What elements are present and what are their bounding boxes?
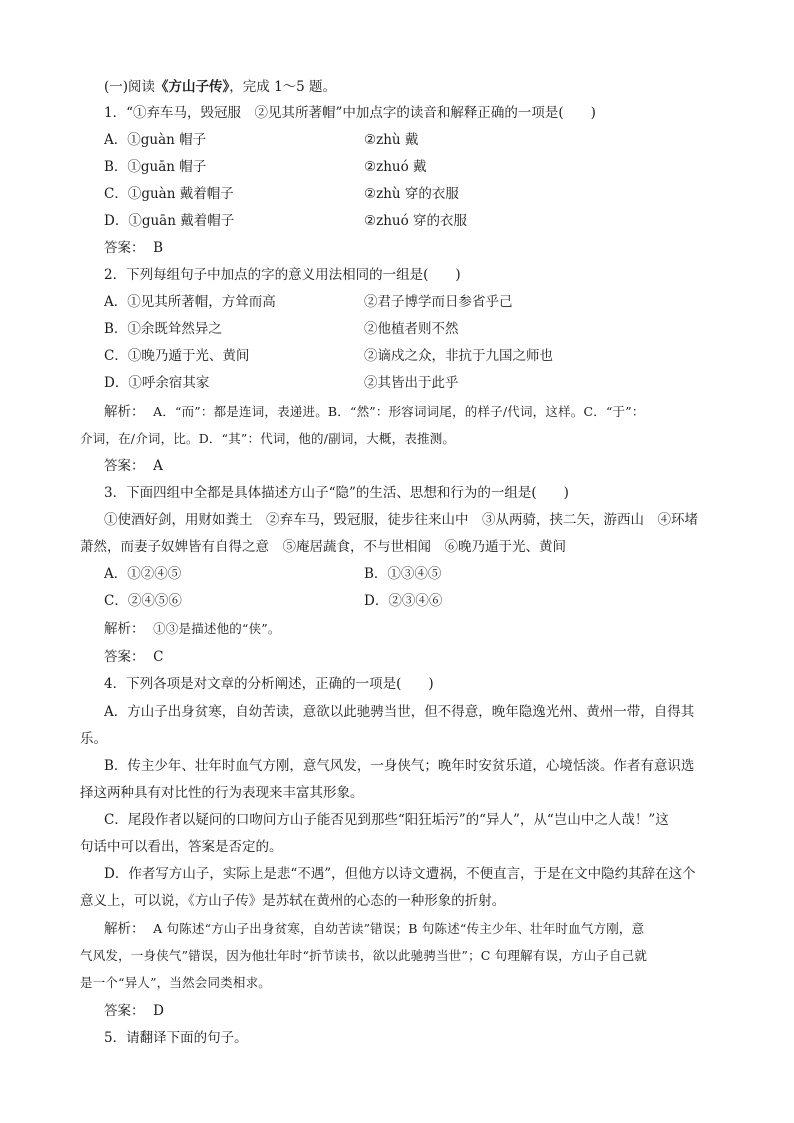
q4-answer-value: D <box>153 1003 164 1019</box>
section-title-book: 《方山子传》 <box>155 79 230 95</box>
q2-analysis-text-1: A．“而”：都是连词，表递进。B．“然”：形容词词尾，的样子/代词，这样。C．“于”： <box>153 404 645 419</box>
q1-option-d-left: D．①guān 戴着帽子 <box>104 213 235 229</box>
q2-option-d <box>104 374 724 392</box>
q2-answer-label: 答案： <box>104 458 145 474</box>
q1-option-b-right: ②zhuó 戴 <box>364 159 427 175</box>
q2-option-b-right: ②他植者则不然 <box>364 321 459 337</box>
q2-option-a <box>104 293 724 311</box>
q4-option-d-line-2: 意义上，可以说，《方山子传》是苏轼在黄州的心态的一种形象的折射。 <box>80 893 506 909</box>
q3-answer-value: C <box>153 649 164 665</box>
q2-option-a-left: A．①见其所著帽，方耸而高 <box>104 294 276 310</box>
q2-option-a-right: ②君子博学而日参省乎己 <box>364 294 513 310</box>
q3-items-line-1: ①使酒好剑，用财如粪土 ②弃车马，毁冠服，徒步往来山中 ③从两骑，挟二矢，游西山 ④环堵 <box>104 512 698 528</box>
q3-analysis-label: 解析： <box>104 621 145 637</box>
q2-option-b <box>104 320 724 338</box>
q2-stem: 2．下列每组句子中加点的字的意义用法相同的一组是( ) <box>104 267 461 283</box>
q4-option-c-line-2: 句话中可以看出，答案是否定的。 <box>80 839 283 855</box>
section-title <box>104 78 724 96</box>
q1-answer-value: B <box>153 240 164 256</box>
q3-option-row-1 <box>104 565 724 583</box>
q3-option-row-2 <box>104 592 724 610</box>
q4-option-c-line-1: C．尾段作者以疑问的口吻问方山子能否见到那些“阳狂垢污”的“异人”，从“岂山中之人哉！”这 <box>104 812 669 828</box>
q5-stem: 5．请翻译下面的句子。 <box>104 1030 248 1046</box>
q2-analysis-line-1 <box>104 403 724 421</box>
q1-answer-label: 答案： <box>104 240 145 256</box>
section-title-suffix: ，完成 1～5 题。 <box>229 79 337 95</box>
q3-answer-label: 答案： <box>104 649 145 665</box>
q3-analysis-text: ①③是描述他的“侠”。 <box>153 621 281 636</box>
q2-answer <box>104 457 724 475</box>
q2-answer-value: A <box>153 458 163 474</box>
q4-analysis-line-3: 是一个“异人”，当然会同类相求。 <box>80 975 271 990</box>
q3-items-line-2: 萧然，而妻子奴婢皆有自得之意 ⑤庵居蔬食，不与世相闻 ⑥晚乃遁于光、黄间 <box>80 539 566 555</box>
q4-option-b-line-2: 择这两种具有对比性的行为表现来丰富其形象。 <box>80 785 364 801</box>
q3-option-a: A．①②④⑤ <box>104 566 182 582</box>
q2-option-d-left: D．①呼余宿其家 <box>104 375 210 391</box>
q4-analysis-label: 解析： <box>104 921 145 937</box>
q3-analysis <box>104 620 724 638</box>
q1-option-d-right: ②zhuó 穿的衣服 <box>364 213 468 229</box>
q3-option-b: B．①③④⑤ <box>364 566 442 582</box>
q1-option-c-right: ②zhù 穿的衣服 <box>364 186 459 202</box>
q3-option-c: C．②④⑤⑥ <box>104 593 182 609</box>
section-title-prefix: (一)阅读 <box>104 79 156 95</box>
q4-option-b-line-1: B．传主少年、壮年时血气方刚，意气风发，一身侠气；晚年时安贫乐道，心境恬淡。作者有意识选 <box>104 758 695 774</box>
q1-stem: 1．“①弃车马，毁冠服 ②见其所著帽”中加点字的读音和解释正确的一项是( ) <box>104 105 596 121</box>
q4-analysis-line-2: 气风发，一身侠气”错误，因为他壮年时“折节读书，欲以此驰骋当世”；C 句理解有误，方山子自己就 <box>80 948 648 963</box>
q2-analysis-label: 解析： <box>104 404 145 420</box>
q3-answer <box>104 648 724 666</box>
q1-answer <box>104 239 724 257</box>
q3-option-d: D．②③④⑥ <box>364 593 443 609</box>
q2-option-c-right: ②谪戍之众，非抗于九国之师也 <box>364 348 553 364</box>
q4-stem: 4．下列各项是对文章的分析阐述，正确的一项是( ) <box>104 676 434 692</box>
q1-option-a-right: ②zhù 戴 <box>364 132 419 148</box>
q3-stem: 3．下面四组中全都是具体描述方山子“隐”的生活、思想和行为的一组是( ) <box>104 485 569 501</box>
q4-answer-label: 答案： <box>104 1003 145 1019</box>
q1-option-a <box>104 131 724 149</box>
q2-option-d-right: ②其皆出于此乎 <box>364 375 459 391</box>
q1-option-d <box>104 212 724 230</box>
q4-option-a-line-2: 乐。 <box>80 731 107 747</box>
q1-option-a-left: A．①guàn 帽子 <box>104 132 207 148</box>
q4-answer <box>104 1002 724 1020</box>
q4-option-a-line-1: A．方山子出身贫寒，自幼苦读，意欲以此驰骋当世，但不得意，晚年隐逸光州、黄州一带，自得其 <box>104 704 695 720</box>
q1-option-c-left: C．①guàn 戴着帽子 <box>104 186 234 202</box>
q2-option-b-left: B．①余既耸然异之 <box>104 321 222 337</box>
q4-analysis-text-1: A 句陈述“方山子出身贫寒，自幼苦读”错误；B 句陈述“传主少年、壮年时血气方刚，意 <box>153 921 645 936</box>
q1-option-b <box>104 158 724 176</box>
q1-option-c <box>104 185 724 203</box>
q2-option-c-left: C．①晚乃遁于光、黄间 <box>104 348 250 364</box>
q2-option-c <box>104 347 724 365</box>
q1-option-b-left: B．①guān 帽子 <box>104 159 207 175</box>
q4-option-d-line-1: D．作者写方山子，实际上是悲“不遇”，但他方以诗文遭祸，不便直言，于是在文中隐约其辞在这个 <box>104 866 696 882</box>
q2-analysis-line-2: 介词，在/介词，比。D．“其”：代词，他的/副词，大概，表推测。 <box>80 431 456 446</box>
q4-analysis-line-1 <box>104 920 724 938</box>
